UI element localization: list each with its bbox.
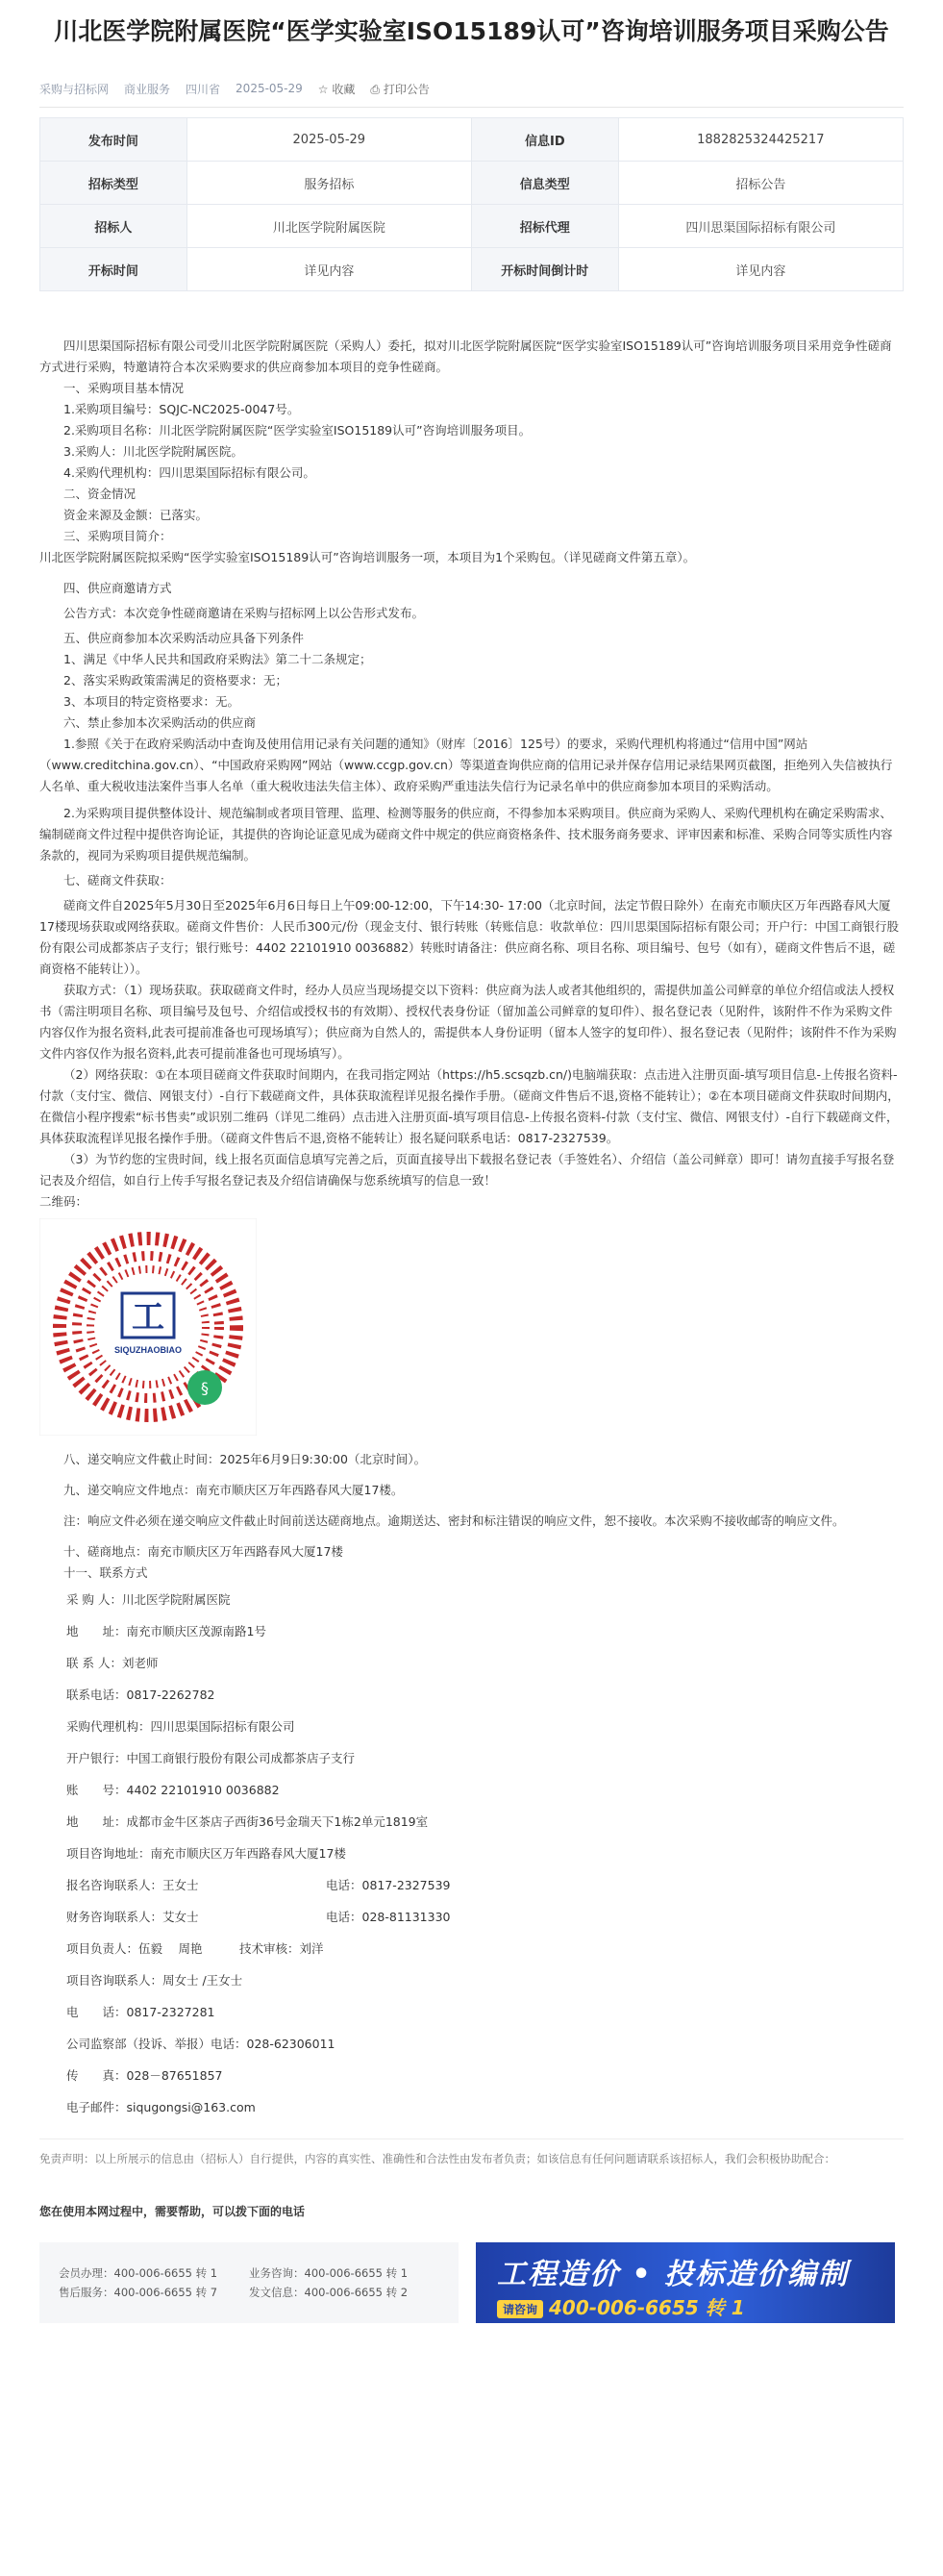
- text-line: 2.采购项目名称：川北医学院附属医院“医学实验室ISO15189认可”咨询培训服务项目。: [63, 423, 532, 438]
- intro-paragraph: 四川思渠国际招标有限公司受川北医学院附属医院（采购人）委托，拟对川北医学院附属医院“医学实验室ISO15189认可”咨询培训服务项目采用竞争性磋商方式进行采购，特邀请符合本次采购要求的供应商参加本项目的竞争性磋商。: [39, 338, 892, 374]
- info-value: 川北医学院附属医院: [186, 205, 471, 248]
- contact-line: 项目咨询地址：南充市顺庆区万年西路春风大厦17楼: [66, 1846, 346, 1861]
- info-value: 服务招标: [186, 162, 471, 205]
- contact-phone: 电话：0817-2327539: [326, 1878, 451, 1892]
- contact-item: 发文信息：400-006-6655 转 2: [249, 2286, 409, 2299]
- banner-tag: 请咨询: [497, 2300, 543, 2318]
- info-value: 详见内容: [186, 248, 471, 291]
- contact-line: [66, 1901, 904, 1933]
- text-line: 1、满足《中华人民共和国政府采购法》第二十二条规定；: [63, 652, 372, 666]
- qr-code-image: [39, 1218, 257, 1436]
- info-key: 招标类型: [40, 162, 187, 205]
- qr-label: 二维码：: [39, 1194, 88, 1209]
- text-line: 3、本项目的特定资格要求：无。: [63, 694, 239, 709]
- section-heading: 四、供应商邀请方式: [63, 581, 172, 595]
- section-heading: 二、资金情况: [63, 487, 136, 501]
- contact-line: [66, 1869, 904, 1901]
- banner-phone: [497, 2292, 745, 2320]
- table-row: [40, 205, 904, 248]
- contact-line: 地 址：南充市顺庆区茂源南路1号: [66, 1624, 266, 1638]
- print-button[interactable]: [370, 81, 429, 97]
- text-line: 磋商文件自2025年5月30日至2025年6月6日每日上午09:00-12:00，下午14:30- 17:00（北京时间，法定节假日除外）在南充市顺庆区万年西路春风大厦17楼现场获取或网络获取。磋商文件售价：人民币300元/份（现金支付、银行转账（转账信息：收款单位：四川思渠国际招标有限公司；开户行：中国工商银行股份有限公司成都茶店子支行；银行账号：4402 22101910 0036882）转账时请备注：供应商名称、项目名称、项目编号、包号（如有），磋商文件售后不退，磋商资格不能转让））。: [39, 898, 899, 976]
- info-key: 开标时间倒计时: [471, 248, 618, 291]
- info-value: 招标公告: [618, 162, 903, 205]
- ad-banner[interactable]: [476, 2242, 895, 2323]
- disclaimer: 免责声明：以上所展示的信息由（招标人）自行提供，内容的真实性、准确性和合法性由发布者负责；如该信息有任何问题请联系该招标人，我们会积极协助配合：: [39, 2138, 904, 2168]
- info-key: 招标代理: [471, 205, 618, 248]
- section-heading: 一、采购项目基本情况: [63, 381, 185, 395]
- contact-line: 账 号：4402 22101910 0036882: [66, 1783, 280, 1797]
- text-line: 2、落实采购政策需满足的资格要求：无；: [63, 673, 287, 688]
- text-line: 2.为采购项目提供整体设计、规范编制或者项目管理、监理、检测等服务的供应商，不得参加本采购项目。供应商为采购人、采购代理机构在确定采购需求、编制磋商文件过程中提供咨询论证，其提供的咨询论证意见成为磋商文件中规定的供应商资格条件、技术服务商务要求、评审因素和标准、采购合同等实质性内容条款的，视同为采购项目提供规范编制。: [39, 806, 893, 863]
- info-key: 招标人: [40, 205, 187, 248]
- print-label: 打印公告: [383, 82, 430, 96]
- info-key: 发布时间: [40, 118, 187, 162]
- contact-line: 地 址：成都市金牛区茶店子西街36号金瑞天下1栋2单元1819室: [66, 1814, 429, 1829]
- section-heading: 六、禁止参加本次采购活动的供应商: [63, 715, 257, 730]
- text-line: 川北医学院附属医院拟采购“医学实验室ISO15189认可”咨询培训服务一项，本项目为1个采购包。（详见磋商文件第五章）。: [39, 550, 696, 564]
- info-table: [39, 117, 904, 291]
- page-title: 川北医学院附属医院“医学实验室ISO15189认可”咨询培训服务项目采购公告: [54, 17, 889, 45]
- contact-line: 采购代理机构：四川思渠国际招标有限公司: [66, 1719, 295, 1734]
- contact-name: 财务咨询联系人：艾女士: [66, 1910, 199, 1924]
- publish-date: 2025-05-29: [236, 82, 303, 95]
- breadcrumb-item[interactable]: 商业服务: [124, 82, 171, 96]
- section-heading: 五、供应商参加本次采购活动应具备下列条件: [63, 631, 305, 645]
- contact-item: 售后服务：400-006-6655 转 7: [59, 2286, 218, 2299]
- contact-line: 公司监察部（投诉、举报）电话：028-62306011: [66, 2037, 335, 2051]
- banner-headline: 工程造价 • 投标造价编制: [497, 2258, 850, 2291]
- text-line: 4.采购代理机构：四川思渠国际招标有限公司。: [63, 465, 315, 480]
- contact-item: 会员办理：400-006-6655 转 1: [59, 2266, 218, 2280]
- text-line: 十、磋商地点：南充市顺庆区万年西路春风大厦17楼: [63, 1544, 343, 1559]
- announcement-body: [39, 336, 904, 2123]
- info-key: 信息类型: [471, 162, 618, 205]
- text-line: 八、递交响应文件截止时间：2025年6月9日9:30:00（北京时间）。: [63, 1452, 427, 1466]
- note-line: 注：响应文件必须在递交响应文件截止时间前送达磋商地点。逾期送达、密封和标注错误的响应文件，恕不接收。本次采购不接收邮寄的响应文件。: [63, 1513, 845, 1528]
- contact-line: 项目咨询联系人：周女士 /王女士: [66, 1973, 243, 1988]
- page: [39, 0, 904, 2323]
- text-line: （2）网络获取：①在本项目磋商文件获取时间期内，在我司指定网站（https://h5.scsqzb.cn/)电脑端获取：点击进入注册页面-填写项目信息-上传报名资料-付款（支付宝、微信、网银支付）-自行下载磋商文件，具体获取流程详见报名操作手册。（磋商文件售后不退,资格不能转让）；②在本项目磋商文件获取时间期内，在微信小程序搜索“标书售卖”或识别二维码（详见二维码）点击进入注册页面-填写项目信息-上传报名资料-付款（支付宝、微信、网银支付）-自行下载磋商文件，具体获取流程详见报名操作手册。（磋商文件售后不退,资格不能转让）报名疑问联系电话：0817-2327539。: [39, 1067, 900, 1145]
- svg-text:§: §: [201, 1379, 209, 1397]
- qr-code[interactable]: [39, 1218, 257, 1436]
- contact-line: 传 真：028－87651857: [66, 2068, 223, 2083]
- info-value: 四川思渠国际招标有限公司: [618, 205, 903, 248]
- contact-line: 采 购 人：川北医学院附属医院: [66, 1592, 231, 1607]
- help-section: [39, 2242, 904, 2323]
- section-heading: 十一、联系方式: [63, 1565, 148, 1580]
- help-title: 您在使用本网过程中，需要帮助，可以拨下面的电话: [39, 2205, 306, 2218]
- svg-text:工: 工: [132, 1300, 164, 1336]
- text-line: 3.采购人：川北医学院附属医院。: [63, 444, 243, 459]
- contact-line: 电 话：0817-2327281: [66, 2005, 215, 2019]
- info-value: 2025-05-29: [186, 118, 471, 162]
- section-heading: 三、采购项目简介：: [63, 529, 172, 543]
- star-icon: ☆: [317, 82, 329, 96]
- contact-item: 业务咨询：400-006-6655 转 1: [249, 2266, 409, 2280]
- contact-line: 联系电话：0817-2262782: [66, 1688, 215, 1702]
- section-heading: 七、磋商文件获取：: [63, 873, 172, 888]
- service-contacts: [39, 2242, 459, 2323]
- table-row: [40, 162, 904, 205]
- text-line: 1.参照《关于在政府采购活动中查询及使用信用记录有关问题的通知》（财库〔2016〕125号）的要求，采购代理机构将通过“信用中国”网站（www.creditchina.gov.cn）、“中国政府采购网”网站（www.ccgp.gov.cn）等渠道查询供应商的信用记录并保存信用记录结果网页截图，拒绝列入失信被执行人名单、重大税收违法案件当事人名单（重大税收违法失信主体）、政府采购严重违法失信行为记录名单中的供应商参加本项目的采购活动。: [39, 737, 893, 793]
- print-icon: ⎙: [370, 82, 381, 96]
- text-line: 1.采购项目编号：SQJC-NC2025-0047号。: [63, 402, 300, 416]
- info-key: 信息ID: [471, 118, 618, 162]
- contact-line: 联 系 人：刘老师: [66, 1656, 159, 1670]
- contact-name: 项目负责人：伍毅 周艳: [66, 1941, 203, 1956]
- info-key: 开标时间: [40, 248, 187, 291]
- breadcrumb: [39, 79, 904, 98]
- contact-line: [66, 1933, 904, 1964]
- divider: [39, 107, 904, 108]
- contact-email: 电子邮件：siqugongsi@163.com: [66, 2100, 256, 2114]
- contact-role: 技术审核：刘洋: [239, 1941, 324, 1956]
- qr-brand-text: SIQUZHAOBIAO: [113, 1345, 183, 1355]
- contact-phone: 电话：028-81131330: [326, 1910, 451, 1924]
- table-row: [40, 248, 904, 291]
- text-line: 获取方式：（1）现场获取。获取磋商文件时，经办人员应当现场提交以下资料：供应商为法人或者其他组织的，需提供加盖公司鲜章的单位介绍信或法人授权书（需注明项目名称、项目编号及包号、介绍信或授权书的有效期）、授权代表身份证（留加盖公司鲜章的复印件）、报名登记表（见附件，该附件不作为采购文件内容仅作为报名资料,此表可提前准备也可现场填写）；供应商为自然人的，需提供本人身份证明（留本人签字的复印件）、报名登记表（见附件；该附件不作为采购文件内容仅作为报名资料,此表可提前准备也可现场填写）。: [39, 983, 897, 1061]
- breadcrumb-item[interactable]: 采购与招标网: [39, 82, 110, 96]
- text-line: 九、递交响应文件地点：南充市顺庆区万年西路春风大厦17楼。: [63, 1483, 404, 1497]
- banner-phone-number: 400-006-6655 转 1: [549, 2296, 745, 2319]
- text-line: 资金来源及金额：已落实。: [63, 508, 209, 522]
- info-value: 1882825324425217: [618, 118, 903, 162]
- contact-line: 开户银行：中国工商银行股份有限公司成都茶店子支行: [66, 1751, 356, 1765]
- contact-block: [39, 1584, 904, 2123]
- table-row: [40, 118, 904, 162]
- text-line: 公告方式：本次竞争性磋商邀请在采购与招标网上以公告形式发布。: [63, 606, 425, 620]
- breadcrumb-item[interactable]: 四川省: [186, 82, 221, 96]
- collect-label: 收藏: [332, 82, 356, 96]
- info-value: 详见内容: [618, 248, 903, 291]
- collect-button[interactable]: [318, 81, 356, 97]
- text-line: （3）为节约您的宝贵时间，线上报名页面信息填写完善之后，页面直接导出下载报名登记表（手签姓名）、介绍信（盖公司鲜章）即可！请勿直接手写报名登记表及介绍信，如自行上传手写报名登记表及介绍信请确保与您系统填写的信息一致！: [39, 1152, 895, 1188]
- contact-name: 报名咨询联系人：王女士: [66, 1878, 199, 1892]
